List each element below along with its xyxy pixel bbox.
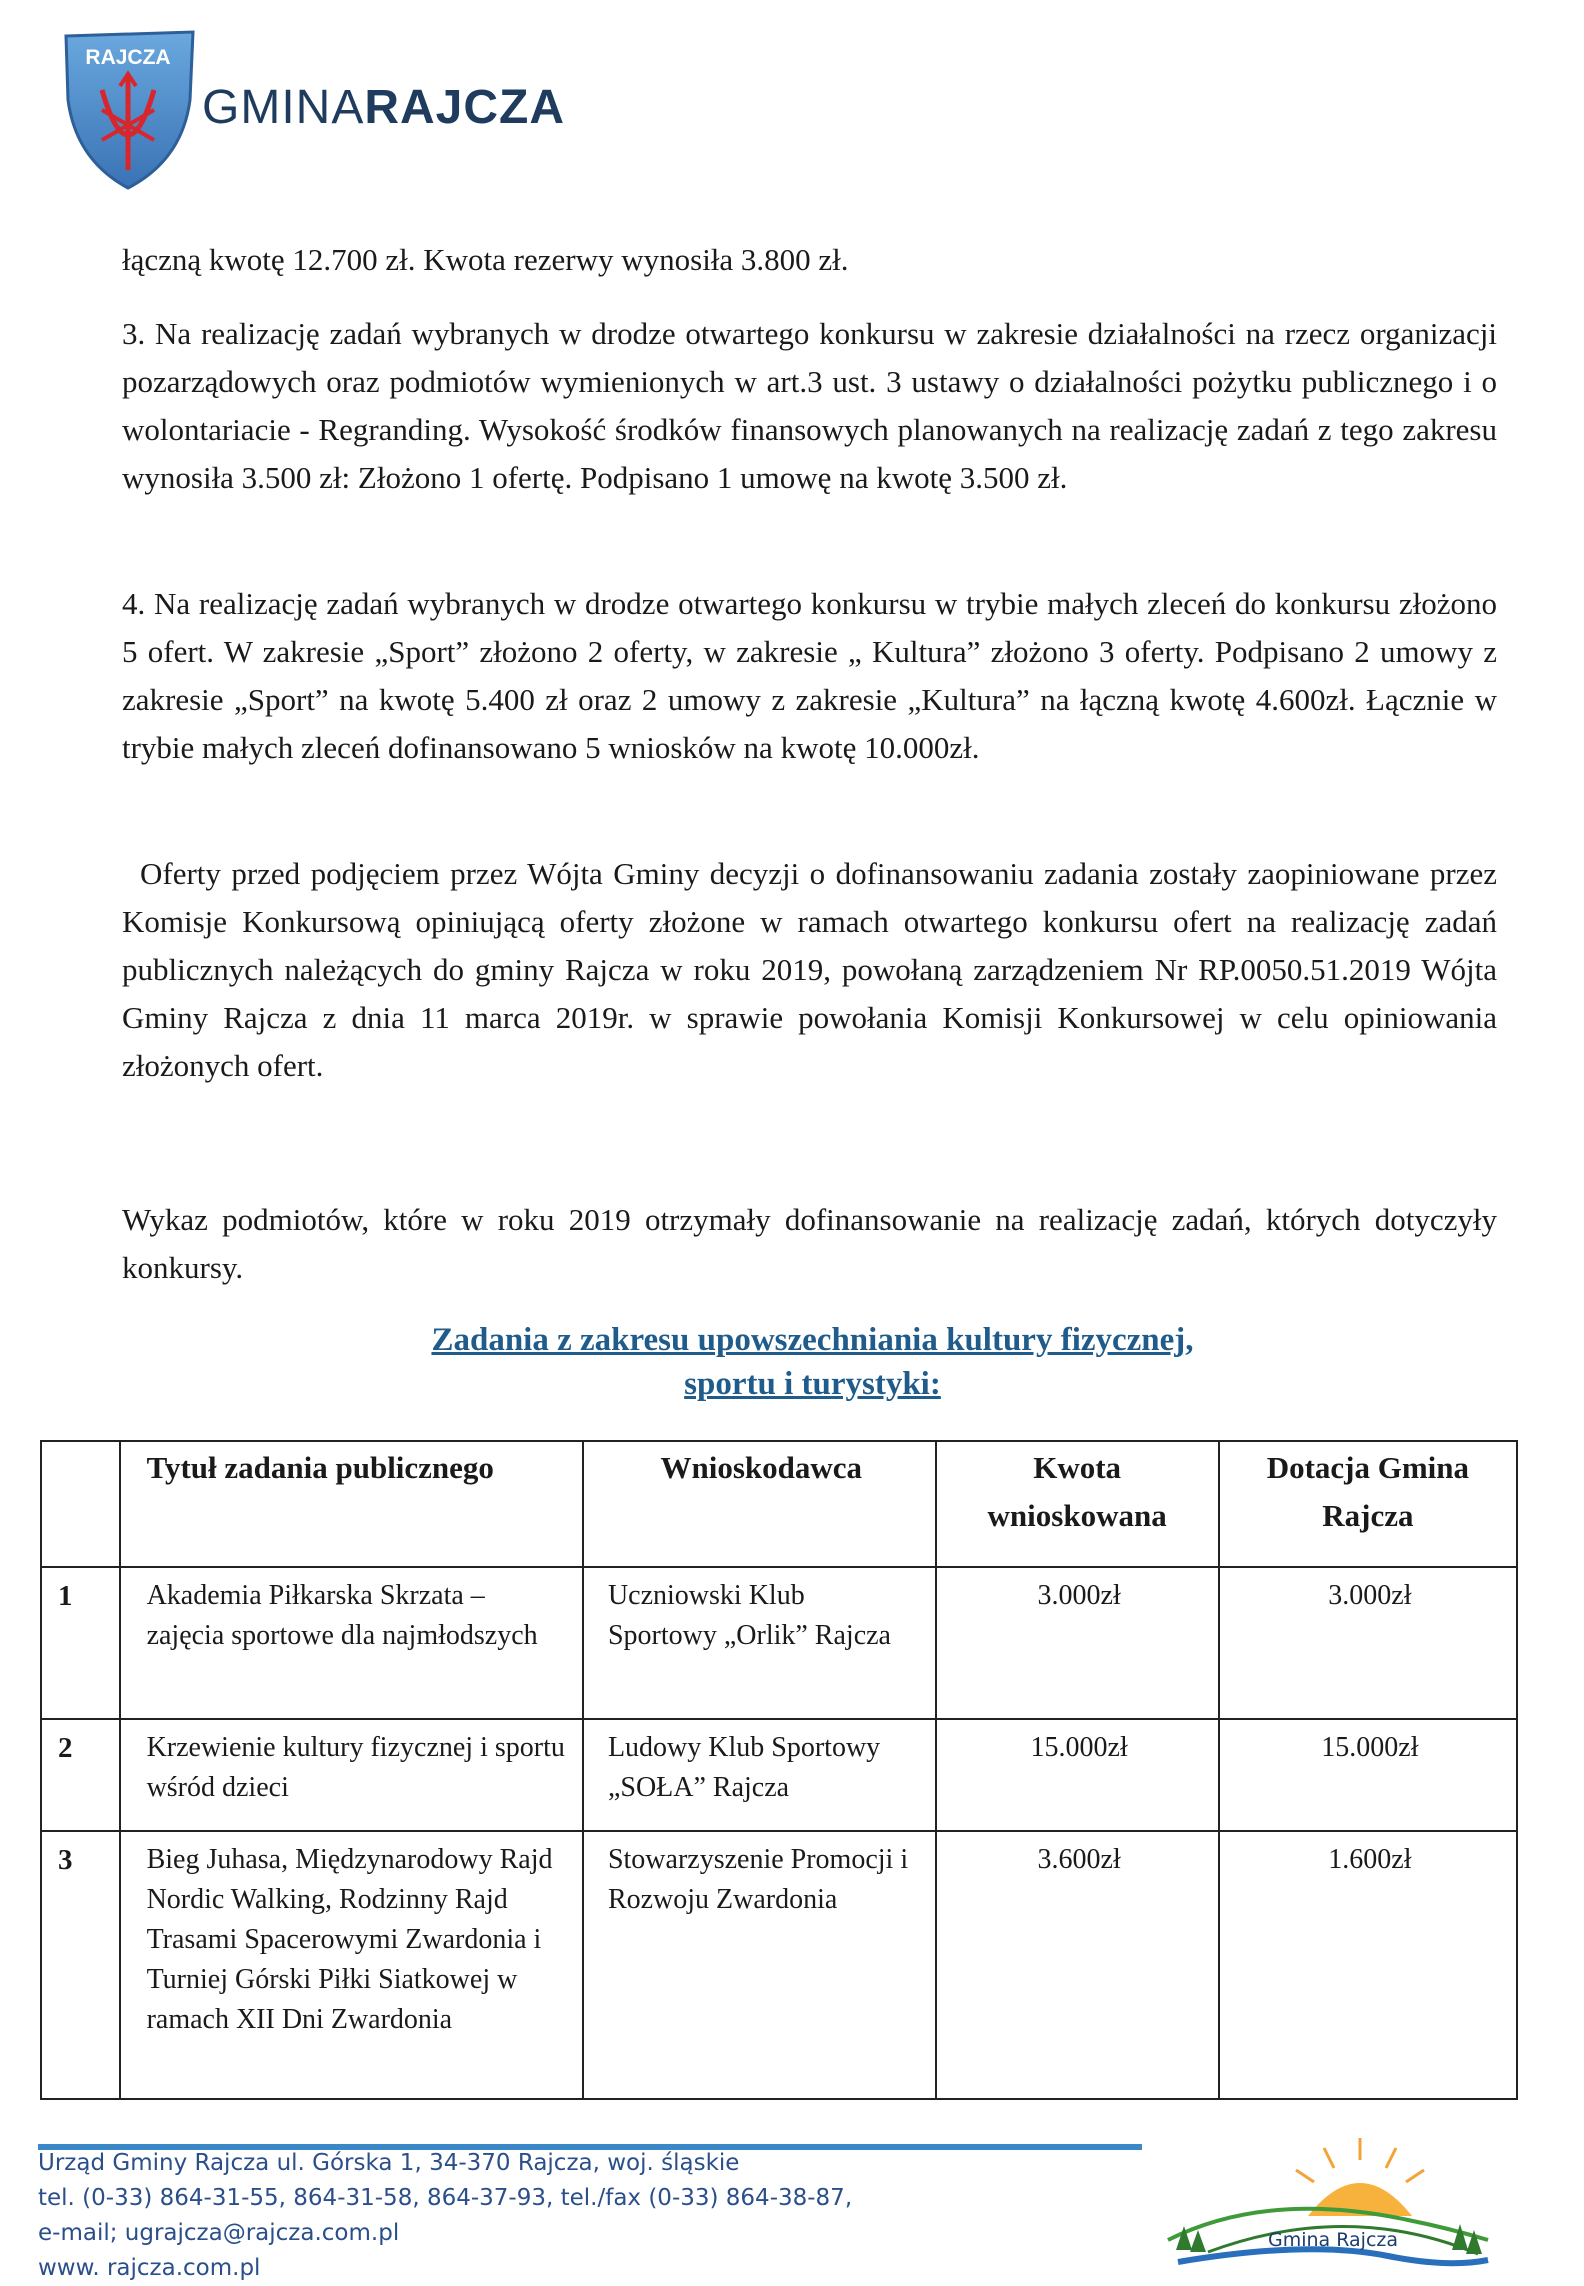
table-header-row xyxy=(41,1441,1517,1567)
shield-label: RAJCZA xyxy=(85,46,171,69)
footer-address: Urząd Gminy Rajcza ul. Górska 1, 34-370 Rajcza, woj. śląskie xyxy=(38,2150,740,2176)
gmina-rajcza-sun-logo xyxy=(1148,2130,1498,2274)
row-number: 3 xyxy=(41,1831,120,2099)
row-task-title: Krzewienie kultury fizycznej i sportu wśród dzieci xyxy=(120,1719,583,1831)
paragraph-amount-summary: łączną kwotę 12.700 zł. Kwota rezerwy wynosiła 3.800 zł. xyxy=(122,242,849,277)
footer-contact xyxy=(38,2146,852,2286)
header-applicant: Wnioskodawca xyxy=(583,1441,936,1567)
row-applicant: Stowarzyszenie Promocji i Rozwoju Zwardonia xyxy=(583,1831,936,2099)
paragraph-list-intro: Wykaz podmiotów, które w roku 2019 otrzymały dofinansowanie na realizację zadań, których dotyczyły konkursy. xyxy=(122,1202,1497,1285)
section-heading: Zadania z zakresu upowszechniania kultury fizycznej, sportu i turystyki: xyxy=(431,1322,1194,1402)
row-applicant: Ludowy Klub Sportowy „SOŁA” Rajcza xyxy=(583,1719,936,1831)
row-grant-amount: 1.600zł xyxy=(1219,1831,1517,2099)
footer-website[interactable]: www. rajcza.com.pl xyxy=(38,2255,261,2281)
grants-table xyxy=(40,1440,1518,2100)
row-task-title: Akademia Piłkarska Skrzata – zajęcia sportowe dla najmłodszych xyxy=(120,1567,583,1719)
row-requested-amount: 3.600zł xyxy=(936,1831,1219,2099)
footer-email[interactable]: e-mail; ugrajcza@rajcza.com.pl xyxy=(38,2220,400,2246)
table-row xyxy=(41,1719,1517,1831)
paragraph-point-3: 3. Na realizację zadań wybranych w drodze otwartego konkursu w zakresie działalności na rzecz organizacji pozarządowych oraz podmiotów wymienionych w art.3 ust. 3 ustawy o działalności pożytku publicznego i o wolontariacie - Regranding. Wysokość środków finansowych planowanych na realizację zadań z tego zakresu wynosiła 3.500 zł: Złożono 1 ofertę. Podpisano 1 umowę na kwotę 3.500 zł. xyxy=(122,316,1497,495)
rajcza-shield-logo xyxy=(62,30,197,190)
row-grant-amount: 3.000zł xyxy=(1219,1567,1517,1719)
row-number: 1 xyxy=(41,1567,120,1719)
row-grant-amount: 15.000zł xyxy=(1219,1719,1517,1831)
row-number: 2 xyxy=(41,1719,120,1831)
row-task-title: Bieg Juhasa, Międzynarodowy Rajd Nordic Walking, Rodzinny Rajd Trasami Spacerowymi Zwardonia i Turniej Górski Piłki Siatkowej w ramach XII Dni Zwardonia xyxy=(120,1831,583,2099)
header-grant-amount: Dotacja Gmina Rajcza xyxy=(1219,1441,1517,1567)
table-row xyxy=(41,1567,1517,1719)
row-applicant: Uczniowski Klub Sportowy „Orlik” Rajcza xyxy=(583,1567,936,1719)
paragraph-committee: Oferty przed podjęciem przez Wójta Gminy decyzji o dofinansowaniu zadania zostały zaopiniowane przez Komisje Konkursową opiniującą oferty złożone w ramach otwartego konkursu ofert na realizację zadań publicznych należących do gminy Rajcza w roku 2019, powołaną zarządzeniem Nr RP.0050.51.2019 Wójta Gminy Rajcza z dnia 11 marca 2019r. w sprawie powołania Komisji Konkursowej w celu opiniowania złożonych ofert. xyxy=(122,856,1497,1083)
footer-logo-caption: Gmina Rajcza xyxy=(1268,2229,1399,2251)
row-requested-amount: 3.000zł xyxy=(936,1567,1219,1719)
row-requested-amount: 15.000zł xyxy=(936,1719,1219,1831)
table-row xyxy=(41,1831,1517,2099)
header-task-title: Tytuł zadania publicznego xyxy=(120,1441,583,1567)
header-num xyxy=(41,1441,120,1567)
footer-phones: tel. (0-33) 864-31-55, 864-31-58, 864-37-93, tel./fax (0-33) 864-38-87, xyxy=(38,2185,853,2211)
municipality-logo-text: GMINARAJCZA xyxy=(202,81,566,134)
paragraph-point-4: 4. Na realizację zadań wybranych w drodze otwartego konkursu w trybie małych zleceń do konkursu złożono 5 ofert. W zakresie „Sport” złożono 2 oferty, w zakresie „ Kultura” złożono 3 oferty. Podpisano 2 umowy z zakresie „Sport” na kwotę 5.400 zł oraz 2 umowy z zakresie „Kultura” na łączną kwotę 4.600zł. Łącznie w trybie małych zleceń dofinansowano 5 wniosków na kwotę 10.000zł. xyxy=(122,586,1497,765)
header-requested-amount: Kwota wnioskowana xyxy=(936,1441,1219,1567)
